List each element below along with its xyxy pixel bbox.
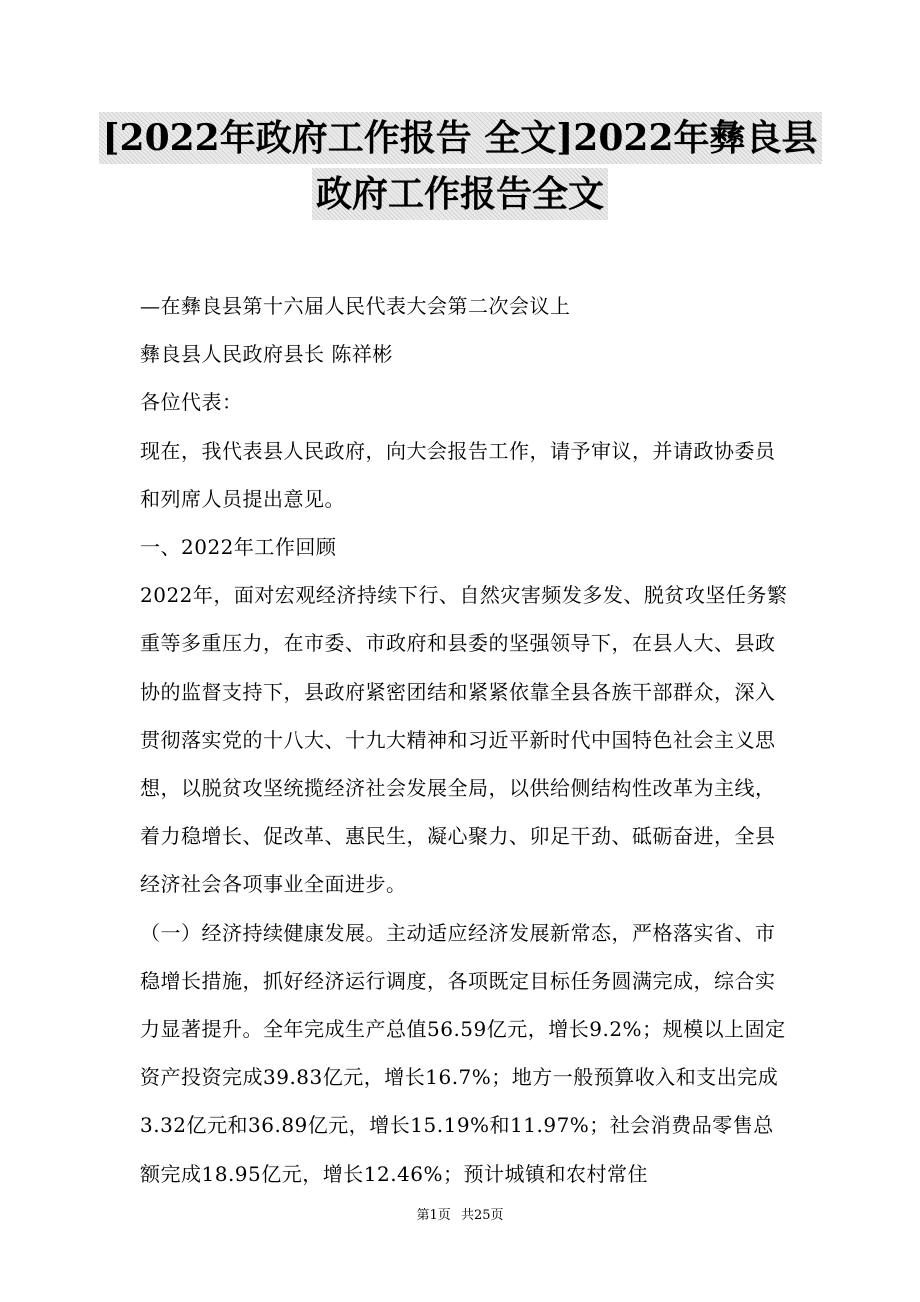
author-line: 彝良县人民政府县长 陈祥彬	[140, 342, 393, 367]
document-body	[140, 282, 790, 1198]
page-footer	[0, 1206, 920, 1226]
salutation: 各位代表：	[140, 390, 243, 415]
section-heading: 一、2022年工作回顾	[140, 535, 337, 560]
paragraph: 2022年，面对宏观经济持续下行、自然灾害频发多发、脱贫攻坚任务繁重等多重压力，在市委、市政府和县委的坚强领导下，在县人大、县政协的监督支持下，县政府紧密团结和紧紧依靠全县各族干部群众，深入贯彻落实党的十八大、十九大精神和习近平新时代中国特色社会主义思想，以脱贫攻坚统揽经济社会发展全局，以供给侧结构性改革为主线，着力稳增长、促改革、惠民生，凝心聚力、卯足干劲、砥砺奋进，全县经济社会各项事业全面进步。	[140, 583, 788, 897]
title-line-1: [2022年政府工作报告 全文]2022年彝良县	[99, 112, 822, 164]
paragraph: 现在，我代表县人民政府，向大会报告工作，请予审议，并请政协委员和列席人员提出意见。	[140, 438, 776, 511]
title-line-2: 政府工作报告全文	[312, 168, 608, 220]
document-title	[0, 110, 920, 222]
subtitle-meeting: —在彝良县第十六届人民代表大会第二次会议上	[140, 294, 571, 318]
page-total: 共25页	[460, 1208, 504, 1223]
paragraph: （一）经济持续健康发展。主动适应经济发展新常态，严格落实省、市稳增长措施，抓好经济运行调度，各项既定目标任务圆满完成，综合实力显著提升。全年完成生产总值56.59亿元，增长9.2%；规模以上固定资产投资完成39.83亿元，增长16.7%；地方一般预算收入和支出完成3.32亿元和36.89亿元，增长15.19%和11.97%；社会消费品零售总额完成18.95亿元，增长12.46%；预计城镇和农村常住	[140, 920, 786, 1186]
page-number: 第1页	[416, 1208, 451, 1223]
